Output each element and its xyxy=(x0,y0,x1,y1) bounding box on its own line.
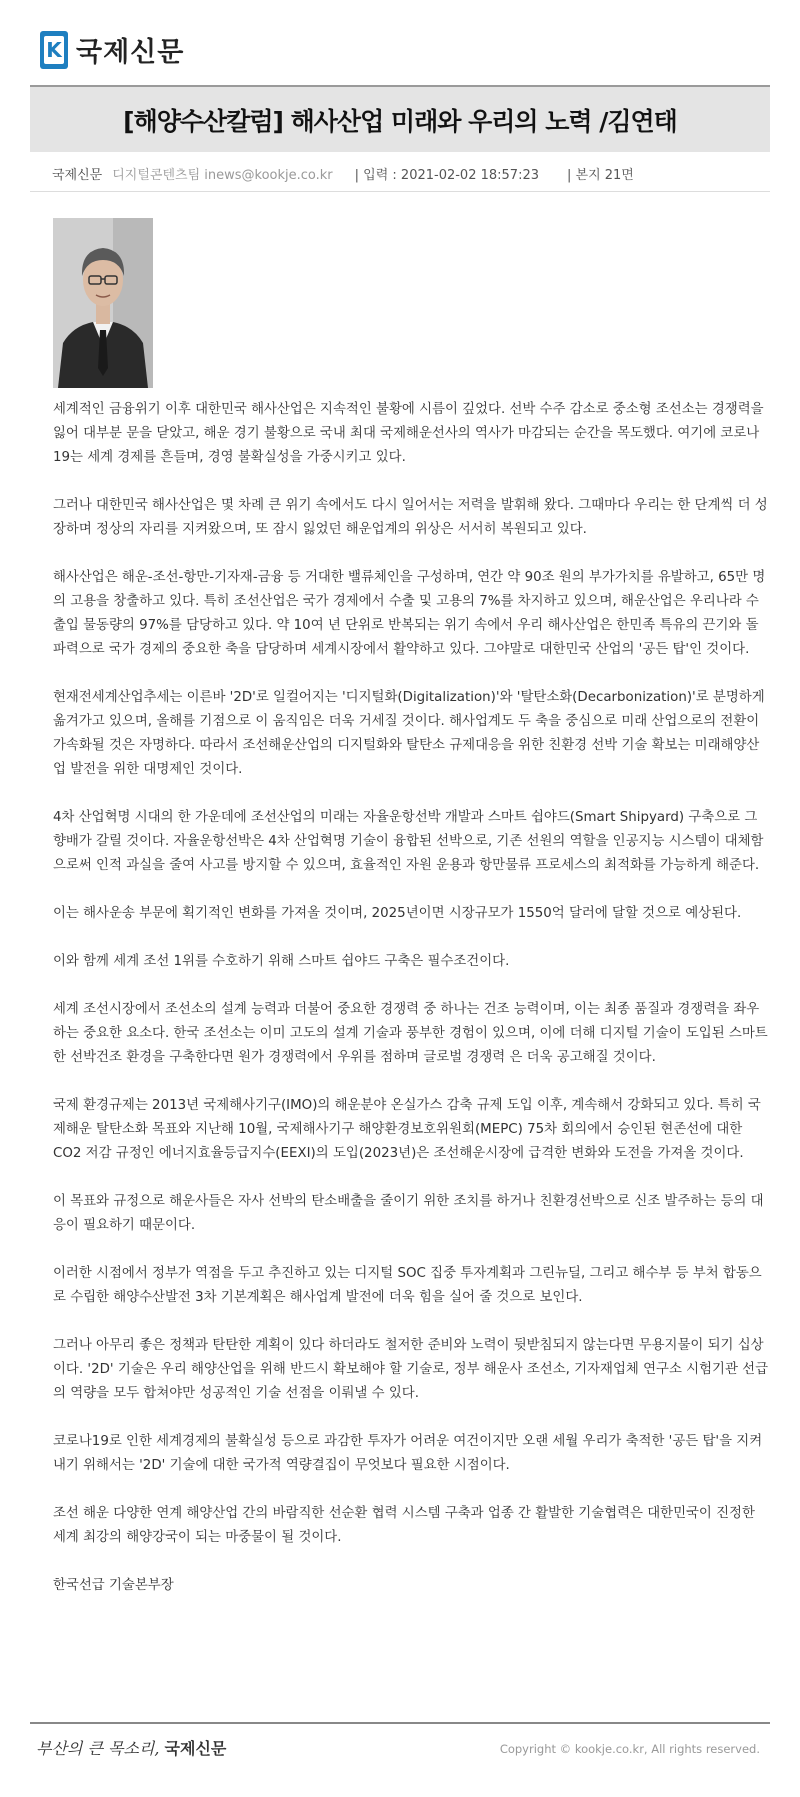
article-paragraph: 이러한 시점에서 정부가 역점을 두고 추진하고 있는 디지털 SOC 집중 투자계획과 그린뉴딜, 그리고 해수부 등 부처 합동으로 수립한 해양수산발전 3차 기본계획은 해사업계 발전에 더욱 힘을 실어 줄 것으로 보인다. xyxy=(53,1266,762,1305)
article-paragraph: 해사산업은 해운-조선-항만-기자재-금융 등 거대한 밸류체인을 구성하며, 연간 약 90조 원의 부가가치를 유발하고, 65만 명의 고용을 창출하고 있다. 특히 조선산업은 국가 경제에서 수출 및 고용의 7%를 차지하고 있으며, 해운산업은 우리나라 수출입 물동량의 97%를 담당하고 있다. 약 10여 년 단위로 반복되는 위기 속에서 우리 해사산업은 한민족 특유의 끈기와 돌파력으로 국가 경제의 중요한 축을 담당하며 세계시장에서 활약하고 있다. 그야말로 대한민국 산업의 '공든 탑'인 것이다. xyxy=(53,570,766,657)
meta-author: 디지털콘텐츠팀 inews@kookje.co.kr xyxy=(112,167,333,183)
author-byline: 한국선급 기술본부장 xyxy=(53,1578,174,1593)
logo-text: 국제신문 xyxy=(76,37,185,68)
article-paragraph: 국제 환경규제는 2013년 국제해사기구(IMO)의 해운분야 온실가스 감축 규제 도입 이후, 계속해서 강화되고 있다. 특히 국제해운 탈탄소화 목표와 지난해 10월, 국제해사기구 해양환경보호위원회(MEPC) 75차 회의에서 승인된 현존선에 대한 CO2 저감 규정인 에너지효율등급지수(EEXI)의 도입(2023년)은 조선해운시장에 급격한 변화와 도전을 가져올 것이다. xyxy=(53,1098,761,1161)
meta-date: | 입력 : 2021-02-02 18:57:23 xyxy=(354,167,539,183)
article-paragraph: 현재전세계산업추세는 이른바 '2D'로 일컬어지는 '디지털화(Digitalization)'와 '탈탄소화(Decarbonization)'로 분명하게 옮겨가고 있으며, 올해를 기점으로 이 움직임은 더욱 거세질 것이다. 해사업계도 두 축을 중심으로 미래 산업으로의 전환이 가속화될 것은 자명하다. 따라서 조선해운산업의 디지털화와 탈탄소 규제대응을 위한 친환경 선박 기술 확보는 미래해양산업 발전을 위한 대명제인 것이다. xyxy=(53,690,765,777)
footer-copyright: Copyright © kookje.co.kr, All rights reserved. xyxy=(499,1742,760,1756)
article-title: [해양수산칼럼] 해사산업 미래와 우리의 노력 /김연태 xyxy=(123,106,677,136)
meta-publisher: 국제신문 xyxy=(52,167,103,183)
logo-mark-icon xyxy=(40,31,68,69)
footer-brand: 국제신문 xyxy=(164,1739,227,1758)
article-paragraph: 조선 해운 다양한 연계 해양산업 간의 바람직한 선순환 협력 시스템 구축과 업종 간 활발한 기술협력은 대한민국이 진정한 세계 최강의 해양강국이 되는 마중물이 될 것이다. xyxy=(53,1506,755,1545)
logo-mark-letter: K xyxy=(44,36,64,64)
footer-slogan xyxy=(36,1736,226,1759)
author-portrait-icon xyxy=(53,218,153,388)
article-paragraph: 이와 함께 세계 조선 1위를 수호하기 위해 스마트 쉽야드 구축은 필수조건이다. xyxy=(53,954,510,969)
article-title-bar xyxy=(30,85,770,152)
article-body xyxy=(53,398,770,1622)
article-paragraph: 4차 산업혁명 시대의 한 가운데에 조선산업의 미래는 자율운항선박 개발과 스마트 쉽야드(Smart Shipyard) 구축으로 그 향배가 갈릴 것이다. 자율운항선박은 4차 산업혁명 기술이 융합된 선박으로, 기존 선원의 역할을 인공지능 시스템이 대체함으로써 인적 과실을 줄여 사고를 방지할 수 있으며, 효율적인 자원 운용과 항만물류 프로세스의 최적화를 가능하게 해준다. xyxy=(53,810,764,873)
article-paragraph: 코로나19로 인한 세계경제의 불확실성 등으로 과감한 투자가 어려운 여건이지만 오랜 세월 우리가 축적한 '공든 탑'을 지켜내기 위해서는 '2D' 기술에 대한 국가적 역량결집이 무엇보다 필요한 시점이다. xyxy=(53,1434,763,1473)
article-paragraph: 그러나 아무리 좋은 정책과 탄탄한 계획이 있다 하더라도 철저한 준비와 노력이 뒷받침되지 않는다면 무용지물이 되기 십상이다. '2D' 기술은 우리 해양산업을 위해 반드시 확보해야 할 기술로, 정부 해운사 조선소, 기자재업체 연구소 시험기관 선급의 역량을 모두 합쳐야만 성공적인 기술 선점을 이뤄낼 수 있다. xyxy=(53,1338,769,1401)
article-paragraph: 이는 해사운송 부문에 획기적인 변화를 가져올 것이며, 2025년이면 시장규모가 1550억 달러에 달할 것으로 예상된다. xyxy=(53,906,742,921)
author-photo xyxy=(53,218,153,388)
article-paragraph: 그러나 대한민국 해사산업은 몇 차례 큰 위기 속에서도 다시 일어서는 저력을 발휘해 왔다. 그때마다 우리는 한 단계씩 더 성장하며 정상의 자리를 지켜왔으며, 또 잠시 잃었던 해운업계의 위상은 서서히 복원되고 있다. xyxy=(53,498,768,537)
footer-divider xyxy=(30,1722,770,1724)
site-logo[interactable] xyxy=(40,30,184,69)
article-paragraph: 세계적인 금융위기 이후 대한민국 해사산업은 지속적인 불황에 시름이 깊었다. 선박 수주 감소로 중소형 조선소는 경쟁력을 잃어 대부분 문을 닫았고, 해운 경기 불황으로 국내 최대 국제해운선사의 역사가 마감되는 순간을 목도했다. 여기에 코로나19는 세계 경제를 흔들며, 경영 불확실성을 가중시키고 있다. xyxy=(53,402,764,465)
article-paragraph: 세계 조선시장에서 조선소의 설계 능력과 더불어 중요한 경쟁력 중 하나는 건조 능력이며, 이는 최종 품질과 경쟁력을 좌우하는 중요한 요소다. 한국 조선소는 이미 고도의 설계 기술과 풍부한 경험이 있으며, 이에 더해 디지털 기술이 도입된 스마트한 선박건조 환경을 구축한다면 원가 경쟁력에서 우위를 점하며 글로벌 경쟁력 은 더욱 공고해질 것이다. xyxy=(53,1002,768,1065)
article-meta xyxy=(30,155,770,192)
meta-page: | 본지 21면 xyxy=(567,167,634,183)
article-paragraph: 이 목표와 규정으로 해운사들은 자사 선박의 탄소배출을 줄이기 위한 조치를 하거나 친환경선박으로 신조 발주하는 등의 대응이 필요하기 때문이다. xyxy=(53,1194,764,1233)
footer-slogan-text: 부산의 큰 목소리, xyxy=(36,1739,160,1758)
